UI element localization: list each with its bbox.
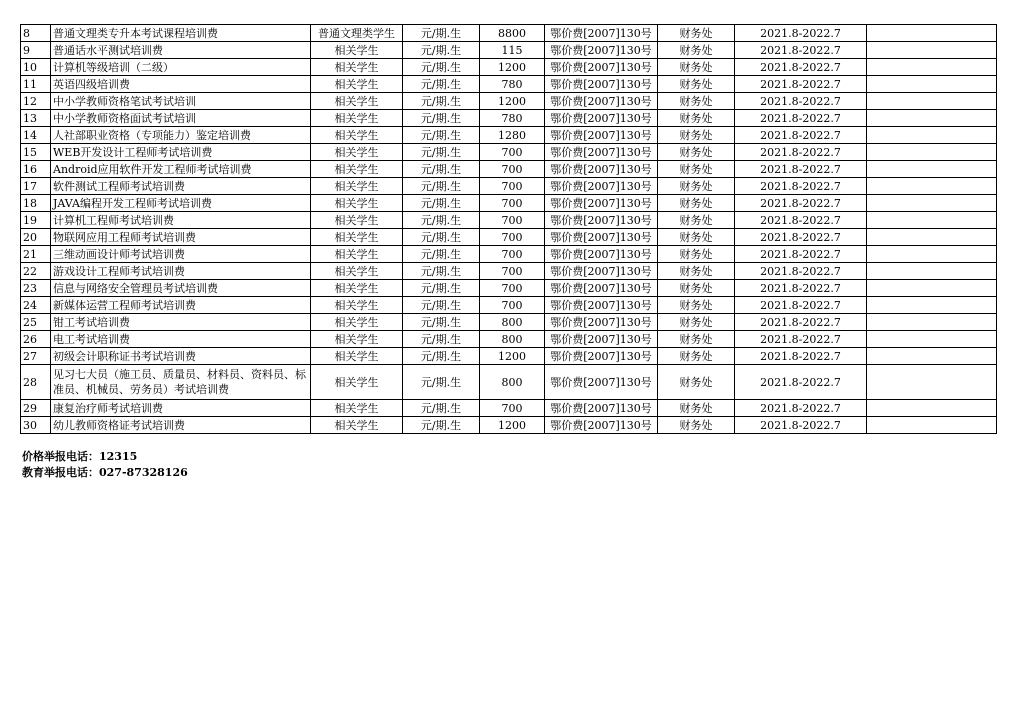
cell-number: 23 — [21, 280, 51, 297]
cell-target: 相关学生 — [311, 76, 403, 93]
cell-basis: 鄂价费[2007]130号 — [545, 297, 658, 314]
cell-basis: 鄂价费[2007]130号 — [545, 144, 658, 161]
cell-department: 财务处 — [658, 365, 735, 400]
cell-fee: 700 — [480, 212, 545, 229]
cell-note — [867, 178, 997, 195]
cell-basis: 鄂价费[2007]130号 — [545, 76, 658, 93]
cell-item: 电工考试培训费 — [51, 331, 311, 348]
cell-basis: 鄂价费[2007]130号 — [545, 280, 658, 297]
table-row — [21, 59, 997, 76]
cell-number: 28 — [21, 365, 51, 400]
cell-item: 幼儿教师资格证考试培训费 — [51, 417, 311, 434]
cell-department: 财务处 — [658, 161, 735, 178]
cell-number: 27 — [21, 348, 51, 365]
cell-target: 相关学生 — [311, 417, 403, 434]
cell-basis: 鄂价费[2007]130号 — [545, 417, 658, 434]
cell-unit: 元/期.生 — [403, 127, 480, 144]
cell-fee: 700 — [480, 195, 545, 212]
table-row — [21, 297, 997, 314]
cell-period: 2021.8-2022.7 — [735, 400, 867, 417]
cell-note — [867, 331, 997, 348]
cell-item: JAVA编程开发工程师考试培训费 — [51, 195, 311, 212]
cell-basis: 鄂价费[2007]130号 — [545, 263, 658, 280]
cell-number: 25 — [21, 314, 51, 331]
cell-department: 财务处 — [658, 42, 735, 59]
cell-unit: 元/期.生 — [403, 229, 480, 246]
cell-fee: 700 — [480, 229, 545, 246]
table-row — [21, 161, 997, 178]
cell-unit: 元/期.生 — [403, 314, 480, 331]
fee-table-body — [21, 25, 997, 434]
cell-number: 30 — [21, 417, 51, 434]
cell-basis: 鄂价费[2007]130号 — [545, 25, 658, 42]
cell-fee: 800 — [480, 314, 545, 331]
cell-department: 财务处 — [658, 280, 735, 297]
cell-target: 相关学生 — [311, 348, 403, 365]
table-row — [21, 25, 997, 42]
cell-basis: 鄂价费[2007]130号 — [545, 314, 658, 331]
cell-note — [867, 246, 997, 263]
education-hotline: 教育举报电话：027-87328126 — [22, 466, 188, 479]
cell-item: 计算机工程师考试培训费 — [51, 212, 311, 229]
cell-number: 17 — [21, 178, 51, 195]
cell-unit: 元/期.生 — [403, 76, 480, 93]
cell-unit: 元/期.生 — [403, 246, 480, 263]
table-row — [21, 93, 997, 110]
table-row — [21, 229, 997, 246]
cell-target: 相关学生 — [311, 297, 403, 314]
cell-number: 18 — [21, 195, 51, 212]
cell-note — [867, 212, 997, 229]
cell-basis: 鄂价费[2007]130号 — [545, 229, 658, 246]
cell-period: 2021.8-2022.7 — [735, 127, 867, 144]
cell-basis: 鄂价费[2007]130号 — [545, 331, 658, 348]
cell-fee: 800 — [480, 331, 545, 348]
cell-basis: 鄂价费[2007]130号 — [545, 365, 658, 400]
cell-basis: 鄂价费[2007]130号 — [545, 161, 658, 178]
cell-unit: 元/期.生 — [403, 195, 480, 212]
cell-department: 财务处 — [658, 417, 735, 434]
cell-department: 财务处 — [658, 297, 735, 314]
cell-period: 2021.8-2022.7 — [735, 110, 867, 127]
cell-period: 2021.8-2022.7 — [735, 229, 867, 246]
cell-target: 相关学生 — [311, 331, 403, 348]
cell-fee: 700 — [480, 400, 545, 417]
fee-table — [20, 24, 997, 434]
footer-notes — [22, 449, 188, 481]
cell-target: 相关学生 — [311, 246, 403, 263]
cell-target: 相关学生 — [311, 365, 403, 400]
cell-item: 中小学教师资格面试考试培训 — [51, 110, 311, 127]
cell-fee: 700 — [480, 161, 545, 178]
cell-item: 三维动画设计师考试培训费 — [51, 246, 311, 263]
cell-department: 财务处 — [658, 25, 735, 42]
table-row — [21, 246, 997, 263]
cell-item: 信息与网络安全管理员考试培训费 — [51, 280, 311, 297]
cell-number: 15 — [21, 144, 51, 161]
cell-unit: 元/期.生 — [403, 161, 480, 178]
cell-basis: 鄂价费[2007]130号 — [545, 400, 658, 417]
cell-item: 康复治疗师考试培训费 — [51, 400, 311, 417]
cell-number: 12 — [21, 93, 51, 110]
cell-basis: 鄂价费[2007]130号 — [545, 42, 658, 59]
table-row — [21, 263, 997, 280]
cell-note — [867, 76, 997, 93]
cell-unit: 元/期.生 — [403, 331, 480, 348]
cell-target: 相关学生 — [311, 59, 403, 76]
cell-note — [867, 127, 997, 144]
cell-unit: 元/期.生 — [403, 280, 480, 297]
table-row — [21, 365, 997, 400]
cell-number: 22 — [21, 263, 51, 280]
cell-item: 新媒体运营工程师考试培训费 — [51, 297, 311, 314]
cell-department: 财务处 — [658, 144, 735, 161]
cell-note — [867, 25, 997, 42]
cell-period: 2021.8-2022.7 — [735, 178, 867, 195]
cell-number: 10 — [21, 59, 51, 76]
cell-period: 2021.8-2022.7 — [735, 348, 867, 365]
cell-department: 财务处 — [658, 229, 735, 246]
cell-target: 相关学生 — [311, 161, 403, 178]
cell-target: 相关学生 — [311, 144, 403, 161]
cell-department: 财务处 — [658, 59, 735, 76]
cell-basis: 鄂价费[2007]130号 — [545, 110, 658, 127]
cell-period: 2021.8-2022.7 — [735, 263, 867, 280]
cell-note — [867, 195, 997, 212]
cell-item: 英语四级培训费 — [51, 76, 311, 93]
cell-period: 2021.8-2022.7 — [735, 59, 867, 76]
table-row — [21, 195, 997, 212]
cell-unit: 元/期.生 — [403, 297, 480, 314]
cell-unit: 元/期.生 — [403, 93, 480, 110]
cell-number: 20 — [21, 229, 51, 246]
cell-basis: 鄂价费[2007]130号 — [545, 178, 658, 195]
table-row — [21, 280, 997, 297]
table-row — [21, 178, 997, 195]
cell-number: 14 — [21, 127, 51, 144]
table-row — [21, 42, 997, 59]
cell-fee: 780 — [480, 110, 545, 127]
cell-note — [867, 417, 997, 434]
cell-fee: 700 — [480, 263, 545, 280]
cell-note — [867, 93, 997, 110]
cell-target: 相关学生 — [311, 314, 403, 331]
cell-item: 游戏设计工程师考试培训费 — [51, 263, 311, 280]
cell-period: 2021.8-2022.7 — [735, 212, 867, 229]
cell-department: 财务处 — [658, 348, 735, 365]
cell-fee: 1200 — [480, 417, 545, 434]
cell-target: 相关学生 — [311, 93, 403, 110]
cell-period: 2021.8-2022.7 — [735, 280, 867, 297]
cell-unit: 元/期.生 — [403, 348, 480, 365]
cell-period: 2021.8-2022.7 — [735, 42, 867, 59]
cell-fee: 1280 — [480, 127, 545, 144]
cell-department: 财务处 — [658, 127, 735, 144]
cell-department: 财务处 — [658, 195, 735, 212]
cell-fee: 1200 — [480, 59, 545, 76]
cell-target: 相关学生 — [311, 42, 403, 59]
cell-unit: 元/期.生 — [403, 110, 480, 127]
cell-fee: 1200 — [480, 348, 545, 365]
cell-basis: 鄂价费[2007]130号 — [545, 212, 658, 229]
cell-basis: 鄂价费[2007]130号 — [545, 348, 658, 365]
cell-target: 相关学生 — [311, 110, 403, 127]
cell-note — [867, 400, 997, 417]
table-row — [21, 127, 997, 144]
cell-period: 2021.8-2022.7 — [735, 195, 867, 212]
table-row — [21, 348, 997, 365]
table-row — [21, 331, 997, 348]
cell-period: 2021.8-2022.7 — [735, 314, 867, 331]
cell-department: 财务处 — [658, 110, 735, 127]
cell-item: 见习七大员（施工员、质量员、材料员、资料员、标准员、机械员、劳务员）考试培训费 — [51, 365, 311, 400]
cell-fee: 700 — [480, 280, 545, 297]
cell-note — [867, 144, 997, 161]
table-row — [21, 400, 997, 417]
cell-period: 2021.8-2022.7 — [735, 331, 867, 348]
cell-number: 19 — [21, 212, 51, 229]
cell-target: 相关学生 — [311, 280, 403, 297]
table-row — [21, 314, 997, 331]
cell-item: 软件测试工程师考试培训费 — [51, 178, 311, 195]
cell-fee: 780 — [480, 76, 545, 93]
cell-item: 普通话水平测试培训费 — [51, 42, 311, 59]
cell-fee: 700 — [480, 297, 545, 314]
cell-period: 2021.8-2022.7 — [735, 25, 867, 42]
cell-target: 相关学生 — [311, 195, 403, 212]
cell-fee: 115 — [480, 42, 545, 59]
cell-note — [867, 229, 997, 246]
cell-item: 物联网应用工程师考试培训费 — [51, 229, 311, 246]
cell-department: 财务处 — [658, 314, 735, 331]
cell-number: 11 — [21, 76, 51, 93]
cell-number: 13 — [21, 110, 51, 127]
cell-item: 普通文理类专升本考试课程培训费 — [51, 25, 311, 42]
cell-item: Android应用软件开发工程师考试培训费 — [51, 161, 311, 178]
cell-unit: 元/期.生 — [403, 178, 480, 195]
cell-target: 相关学生 — [311, 229, 403, 246]
cell-note — [867, 348, 997, 365]
cell-number: 8 — [21, 25, 51, 42]
cell-unit: 元/期.生 — [403, 25, 480, 42]
cell-number: 9 — [21, 42, 51, 59]
cell-item: 计算机等级培训（二级） — [51, 59, 311, 76]
cell-department: 财务处 — [658, 76, 735, 93]
cell-period: 2021.8-2022.7 — [735, 365, 867, 400]
cell-unit: 元/期.生 — [403, 365, 480, 400]
cell-note — [867, 263, 997, 280]
cell-period: 2021.8-2022.7 — [735, 161, 867, 178]
cell-note — [867, 161, 997, 178]
price-hotline: 价格举报电话：12315 — [22, 450, 138, 463]
cell-department: 财务处 — [658, 400, 735, 417]
cell-fee: 800 — [480, 365, 545, 400]
cell-period: 2021.8-2022.7 — [735, 76, 867, 93]
cell-unit: 元/期.生 — [403, 59, 480, 76]
cell-unit: 元/期.生 — [403, 263, 480, 280]
cell-note — [867, 110, 997, 127]
cell-note — [867, 314, 997, 331]
cell-number: 29 — [21, 400, 51, 417]
cell-fee: 700 — [480, 144, 545, 161]
cell-note — [867, 280, 997, 297]
cell-fee: 700 — [480, 178, 545, 195]
cell-unit: 元/期.生 — [403, 42, 480, 59]
cell-target: 相关学生 — [311, 212, 403, 229]
cell-fee: 700 — [480, 246, 545, 263]
cell-basis: 鄂价费[2007]130号 — [545, 195, 658, 212]
table-row — [21, 110, 997, 127]
cell-department: 财务处 — [658, 246, 735, 263]
cell-unit: 元/期.生 — [403, 417, 480, 434]
cell-target: 相关学生 — [311, 263, 403, 280]
cell-item: WEB开发设计工程师考试培训费 — [51, 144, 311, 161]
cell-department: 财务处 — [658, 93, 735, 110]
cell-basis: 鄂价费[2007]130号 — [545, 246, 658, 263]
cell-period: 2021.8-2022.7 — [735, 144, 867, 161]
cell-number: 24 — [21, 297, 51, 314]
cell-item: 中小学教师资格笔试考试培训 — [51, 93, 311, 110]
cell-fee: 1200 — [480, 93, 545, 110]
cell-number: 21 — [21, 246, 51, 263]
cell-target: 相关学生 — [311, 178, 403, 195]
cell-department: 财务处 — [658, 178, 735, 195]
cell-number: 16 — [21, 161, 51, 178]
cell-department: 财务处 — [658, 331, 735, 348]
cell-department: 财务处 — [658, 263, 735, 280]
cell-period: 2021.8-2022.7 — [735, 297, 867, 314]
cell-note — [867, 365, 997, 400]
cell-item: 钳工考试培训费 — [51, 314, 311, 331]
cell-department: 财务处 — [658, 212, 735, 229]
table-row — [21, 76, 997, 93]
cell-target: 普通文理类学生 — [311, 25, 403, 42]
cell-note — [867, 297, 997, 314]
cell-number: 26 — [21, 331, 51, 348]
cell-period: 2021.8-2022.7 — [735, 93, 867, 110]
cell-unit: 元/期.生 — [403, 144, 480, 161]
cell-period: 2021.8-2022.7 — [735, 246, 867, 263]
table-row — [21, 417, 997, 434]
cell-target: 相关学生 — [311, 127, 403, 144]
cell-basis: 鄂价费[2007]130号 — [545, 93, 658, 110]
cell-basis: 鄂价费[2007]130号 — [545, 59, 658, 76]
cell-unit: 元/期.生 — [403, 400, 480, 417]
cell-item: 人社部职业资格（专项能力）鉴定培训费 — [51, 127, 311, 144]
cell-unit: 元/期.生 — [403, 212, 480, 229]
table-row — [21, 212, 997, 229]
table-row — [21, 144, 997, 161]
cell-fee: 8800 — [480, 25, 545, 42]
cell-note — [867, 59, 997, 76]
cell-period: 2021.8-2022.7 — [735, 417, 867, 434]
cell-target: 相关学生 — [311, 400, 403, 417]
cell-basis: 鄂价费[2007]130号 — [545, 127, 658, 144]
cell-note — [867, 42, 997, 59]
cell-item: 初级会计职称证书考试培训费 — [51, 348, 311, 365]
